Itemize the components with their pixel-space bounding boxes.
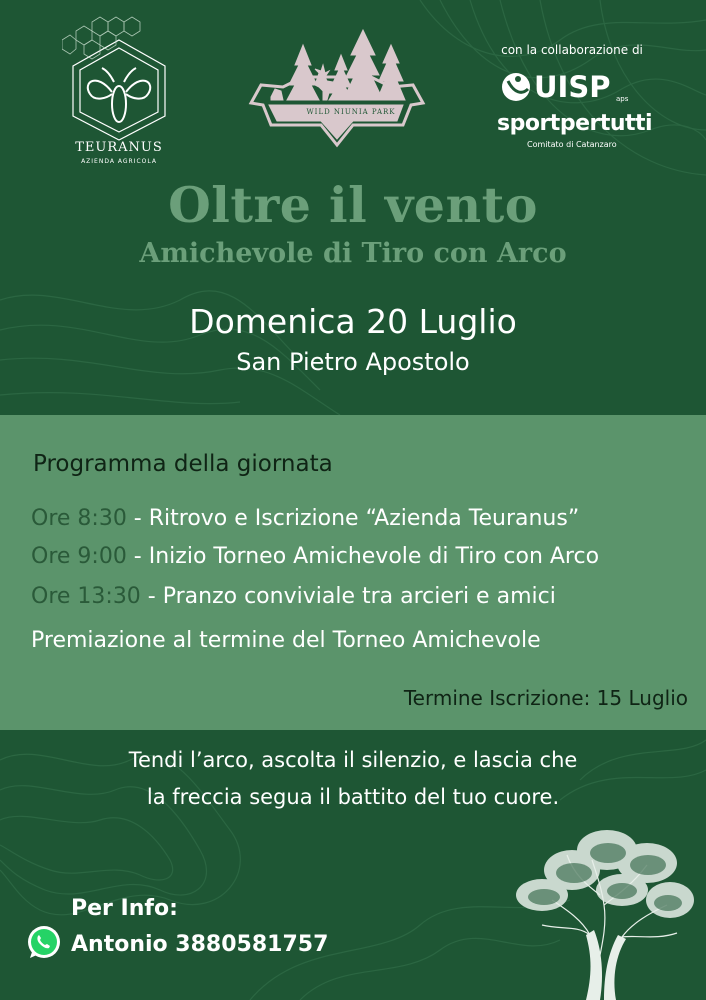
teuranus-name: TEURANUS	[75, 140, 163, 155]
event-place: San Pietro Apostolo	[236, 348, 470, 376]
program-item	[31, 584, 556, 609]
award-text: Premiazione al termine del Torneo Amichevole	[31, 628, 541, 653]
teuranus-subtitle: AZIENDA AGRICOLA	[81, 158, 157, 165]
comitato-text: Comitato di Catanzaro	[527, 140, 617, 149]
event-date: Domenica 20 Luglio	[189, 302, 517, 341]
event-subtitle: Amichevole di Tiro con Arco	[139, 238, 567, 269]
olive-tree-icon	[512, 825, 697, 1000]
event-title: Oltre il vento	[168, 176, 538, 234]
program-heading: Programma della giornata	[33, 451, 333, 477]
program-item-time: Ore 8:30	[31, 506, 127, 531]
uisp-name: UISP	[534, 70, 611, 104]
teuranus-logo-icon	[62, 12, 177, 142]
program-item	[31, 544, 599, 569]
info-label: Per Info:	[71, 896, 178, 921]
program-item-text: - Pranzo conviviale tra arcieri e amici	[140, 584, 556, 609]
sportpertutti-text: sportpertutti	[497, 111, 653, 136]
quote-line-2: la freccia segua il battito del tuo cuore.	[146, 785, 560, 809]
quote-line-1: Tendi l’arco, ascolta il silenzio, e lascia che	[128, 748, 578, 772]
quote	[0, 742, 706, 816]
wild-park-logo-icon	[243, 25, 431, 150]
collaboration-text: con la collaborazione di	[501, 43, 643, 57]
contact-phone[interactable]: Antonio 3880581757	[71, 932, 329, 957]
program-item-time: Ore 13:30	[31, 584, 141, 609]
uisp-logo-icon	[498, 63, 638, 111]
registration-deadline: Termine Iscrizione: 15 Luglio	[403, 686, 688, 710]
program-item-time: Ore 9:00	[31, 544, 127, 569]
uisp-aps: aps	[616, 95, 629, 103]
program-item-text: - Inizio Torneo Amichevole di Tiro con Arco	[126, 544, 600, 569]
program-item	[31, 506, 579, 531]
program-item-text: - Ritrovo e Iscrizione “Azienda Teuranus”	[126, 506, 580, 531]
whatsapp-icon[interactable]	[25, 924, 63, 962]
wild-park-name: WILD NIUNIA PARK	[306, 108, 396, 116]
